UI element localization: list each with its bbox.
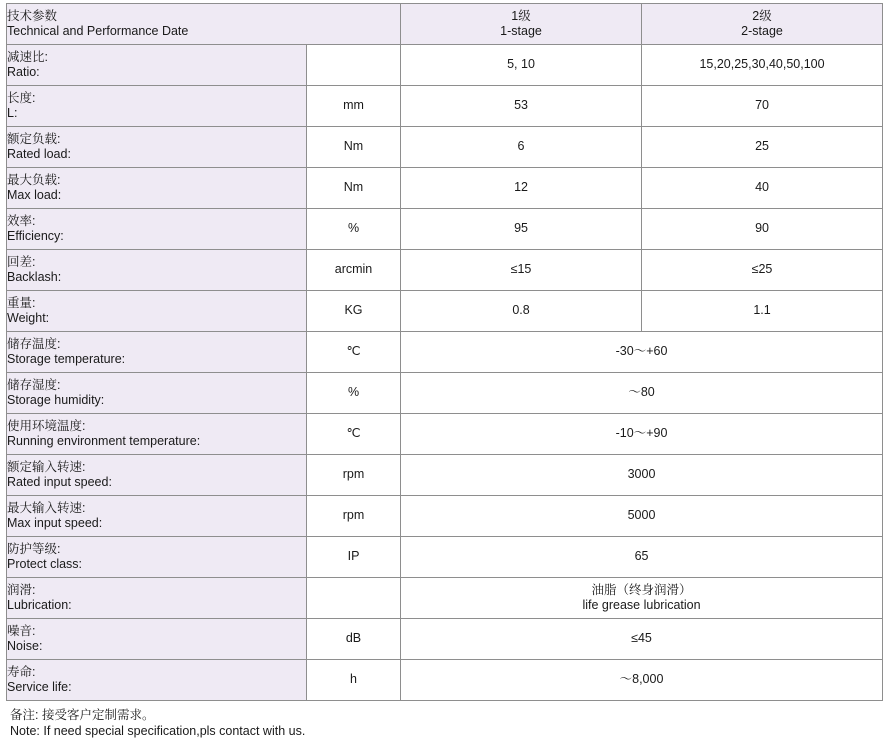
row-merged-value: -30～+60	[401, 332, 883, 373]
header-stage2-en: 2-stage	[741, 24, 783, 38]
table-row	[7, 373, 883, 414]
row-stage2-value: 15,20,25,30,40,50,100	[642, 45, 883, 86]
row-label	[7, 619, 307, 660]
header-stage1-en: 1-stage	[500, 24, 542, 38]
row-label-en: Efficiency:	[7, 229, 64, 243]
row-label-en: Lubrication:	[7, 598, 72, 612]
row-label-en: Rated load:	[7, 147, 71, 161]
row-label-en: Rated input speed:	[7, 475, 112, 489]
row-label-cn: 额定输入转速:	[7, 459, 86, 474]
row-label	[7, 86, 307, 127]
row-label-cn: 长度:	[7, 90, 36, 105]
row-label	[7, 291, 307, 332]
row-label	[7, 455, 307, 496]
row-unit: IP	[307, 537, 401, 578]
row-stage1-value: 0.8	[401, 291, 642, 332]
row-unit: dB	[307, 619, 401, 660]
table-row	[7, 537, 883, 578]
row-stage1-value: 53	[401, 86, 642, 127]
row-label-cn: 最大负载:	[7, 172, 61, 187]
row-unit: %	[307, 209, 401, 250]
table-row	[7, 619, 883, 660]
table-row	[7, 578, 883, 619]
row-label-cn: 寿命:	[7, 664, 36, 679]
footnote-en: Note: If need special specification,pls contact with us.	[10, 724, 306, 739]
row-stage2-value: 70	[642, 86, 883, 127]
row-label-en: Storage temperature:	[7, 352, 126, 366]
row-label-en: Max load:	[7, 188, 62, 202]
row-label	[7, 209, 307, 250]
row-stage1-value: 6	[401, 127, 642, 168]
header-parameter-cell	[7, 4, 401, 45]
row-unit: rpm	[307, 455, 401, 496]
row-label	[7, 537, 307, 578]
row-unit	[307, 45, 401, 86]
row-stage1-value: 5, 10	[401, 45, 642, 86]
table-row	[7, 86, 883, 127]
row-label-cn: 储存湿度:	[7, 377, 61, 392]
row-label-en: Storage humidity:	[7, 393, 105, 407]
header-stage2-cn: 2级	[752, 8, 772, 23]
row-label	[7, 373, 307, 414]
footnote	[10, 707, 881, 740]
table-header-row	[7, 4, 883, 45]
row-label	[7, 332, 307, 373]
row-stage1-value: 12	[401, 168, 642, 209]
row-label-cn: 减速比:	[7, 49, 48, 64]
row-stage2-value: 1.1	[642, 291, 883, 332]
row-unit: ℃	[307, 332, 401, 373]
row-stage2-value: 25	[642, 127, 883, 168]
row-label	[7, 496, 307, 537]
row-unit: %	[307, 373, 401, 414]
table-row	[7, 168, 883, 209]
header-stage1-cn: 1级	[511, 8, 531, 23]
header-parameter-cn: 技术参数	[7, 8, 58, 23]
row-merged-value: ～8,000	[401, 660, 883, 701]
row-merged-value: 3000	[401, 455, 883, 496]
row-unit: ℃	[307, 414, 401, 455]
row-label	[7, 578, 307, 619]
row-unit: mm	[307, 86, 401, 127]
row-label	[7, 660, 307, 701]
header-stage1-cell	[401, 4, 642, 45]
row-stage1-value: ≤15	[401, 250, 642, 291]
technical-parameters-table	[6, 3, 883, 701]
row-label	[7, 414, 307, 455]
row-label-cn: 重量:	[7, 295, 36, 310]
row-label	[7, 45, 307, 86]
row-label-en: L:	[7, 106, 18, 120]
row-label-cn: 使用环境温度:	[7, 418, 86, 433]
row-label-cn: 储存温度:	[7, 336, 61, 351]
row-merged-value	[401, 578, 883, 619]
row-unit: h	[307, 660, 401, 701]
row-label-en: Ratio:	[7, 65, 40, 79]
table-row	[7, 250, 883, 291]
row-label-cn: 额定负载:	[7, 131, 61, 146]
row-unit	[307, 578, 401, 619]
footnote-cn: 备注: 接受客户定制需求。	[10, 708, 155, 722]
row-stage2-value: 90	[642, 209, 883, 250]
row-label	[7, 127, 307, 168]
table-row	[7, 209, 883, 250]
row-unit: Nm	[307, 127, 401, 168]
table-row	[7, 45, 883, 86]
row-value-cn: 油脂（终身润滑）	[591, 582, 692, 597]
row-merged-value: 5000	[401, 496, 883, 537]
row-label-en: Protect class:	[7, 557, 83, 571]
row-merged-value: ～80	[401, 373, 883, 414]
table-row	[7, 332, 883, 373]
row-label-en: Running environment temperature:	[7, 434, 201, 448]
row-label-cn: 防护等级:	[7, 541, 61, 556]
row-label-en: Noise:	[7, 639, 43, 653]
row-label-cn: 效率:	[7, 213, 36, 228]
table-row	[7, 414, 883, 455]
row-merged-value: -10～+90	[401, 414, 883, 455]
row-label-cn: 润滑:	[7, 582, 36, 597]
row-label-cn: 噪音:	[7, 623, 36, 638]
table-row	[7, 127, 883, 168]
row-label-cn: 回差:	[7, 254, 36, 269]
row-unit: KG	[307, 291, 401, 332]
row-stage1-value: 95	[401, 209, 642, 250]
table-row	[7, 496, 883, 537]
row-stage2-value: 40	[642, 168, 883, 209]
row-label-cn: 最大输入转速:	[7, 500, 86, 515]
row-label-en: Service life:	[7, 680, 72, 694]
row-stage2-value: ≤25	[642, 250, 883, 291]
row-value-en: life grease lubrication	[582, 598, 701, 612]
row-label	[7, 250, 307, 291]
row-unit: arcmin	[307, 250, 401, 291]
row-label-en: Weight:	[7, 311, 50, 325]
table-row	[7, 660, 883, 701]
row-merged-value: ≤45	[401, 619, 883, 660]
row-unit: rpm	[307, 496, 401, 537]
row-label-en: Max input speed:	[7, 516, 103, 530]
header-parameter-en: Technical and Performance Date	[7, 24, 189, 38]
table-row	[7, 455, 883, 496]
table-row	[7, 291, 883, 332]
header-stage2-cell	[642, 4, 883, 45]
row-label-en: Backlash:	[7, 270, 62, 284]
row-merged-value: 65	[401, 537, 883, 578]
row-unit: Nm	[307, 168, 401, 209]
row-label	[7, 168, 307, 209]
